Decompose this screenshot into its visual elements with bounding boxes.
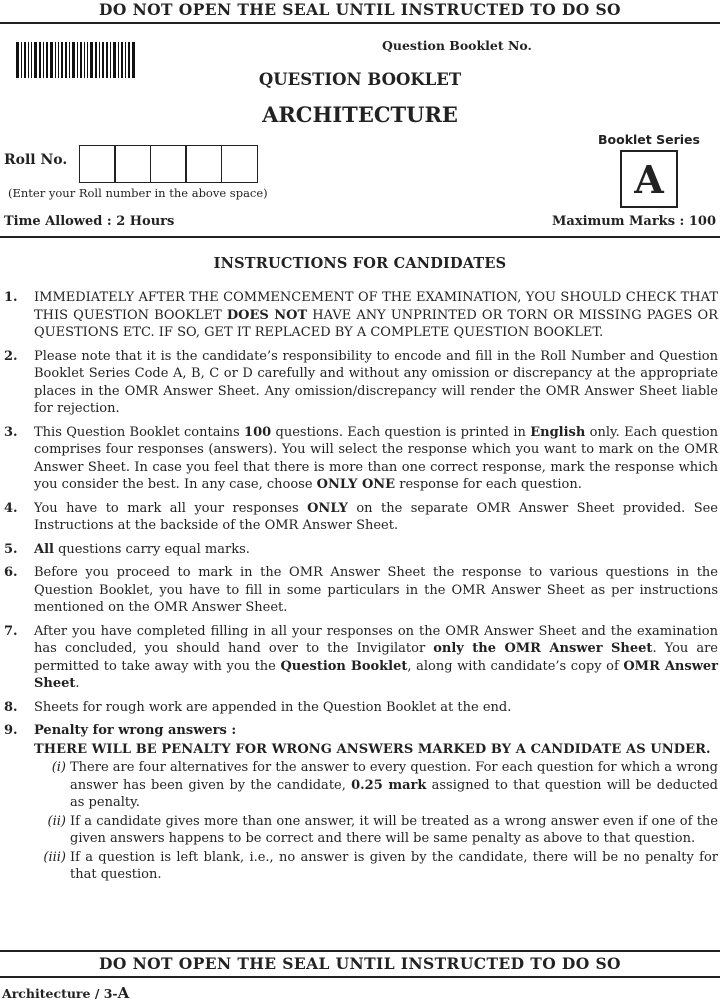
instruction-item: 1. IMMEDIATELY AFTER THE COMMENCEMENT OF THE EXAMINATION, YOU SHOULD CHECK THAT THIS QUESTION BOOKLET DOES NOT HAVE ANY UNPRINTED OR TORN OR MISSING PAGES OR QUESTIONS ETC. IF SO, GET IT REPLACED BY A COMPLETE QUESTION BOOKLET. (4, 290, 718, 340)
instruction-item: 6. Before you proceed to mark in the OMR Answer Sheet the response to various questions in the Question Booklet, you have to fill in some particulars in the OMR Answer Sheet as per instructions mentioned on the OMR Answer Sheet. (4, 565, 718, 615)
booklet-series-box: A (620, 150, 678, 208)
bottom-seal-banner: DO NOT OPEN THE SEAL UNTIL INSTRUCTED TO DO SO (0, 950, 720, 978)
instruction-item: 4. You have to mark all your responses ONLY on the separate OMR Answer Sheet provided. See Instructions at the backside of the OMR Answer Sheet. (4, 500, 719, 533)
penalty-item: (ii) If a candidate gives more than one answer, it will be treated as a wrong answer even if one of the given answers happens to be correct and there will be same penalty as above to that question. (47, 813, 718, 846)
penalty-warning: THERE WILL BE PENALTY FOR WRONG ANSWERS MARKED BY A CANDIDATE AS UNDER. (34, 741, 711, 757)
subject-title: ARCHITECTURE (262, 102, 458, 127)
divider (0, 236, 720, 238)
penalty-heading: Penalty for wrong answers : (34, 723, 237, 738)
question-booklet-no-label: Question Booklet No. (382, 38, 532, 53)
instructions-heading: INSTRUCTIONS FOR CANDIDATES (213, 255, 507, 272)
roll-digit-box[interactable] (221, 145, 258, 183)
penalty-item: (i) There are four alternatives for the answer to every question. For each question for which a wrong answer has been given by the candidate, 0.25 mark assigned to that question will be deducted as penalty. (51, 760, 718, 810)
roll-digit-box[interactable] (79, 145, 116, 183)
roll-digit-box[interactable] (185, 145, 222, 183)
time-allowed: Time Allowed : 2 Hours (4, 214, 175, 229)
penalty-item: (iii) If a question is left blank, i.e., no answer is given by the candidate, there will be no penalty for that question. (43, 849, 718, 882)
instruction-item: 5. All questions carry equal marks. (4, 541, 250, 557)
instruction-item: 7. After you have completed filling in all your responses on the OMR Answer Sheet and the examination has concluded, you should hand over to the Invigilator only the OMR Answer Sheet. You are permitted to take away with you the Question Booklet, along with candidate’s copy of OMR Answer Sheet. (4, 623, 719, 691)
roll-digit-box[interactable] (150, 145, 187, 183)
instruction-item: 2. Please note that it is the candidate’s responsibility to encode and fill in the Roll Number and Question Booklet Series Code A, B, C or D carefully and without any omission or discrepancy at the appropriate places in the OMR Answer Sheet. Any omission/discrepancy will render the OMR Answer Sheet liable for rejection. (4, 348, 718, 416)
roll-no-label: Roll No. (4, 152, 68, 168)
page-footer (2, 984, 129, 1002)
roll-digit-box[interactable] (114, 145, 151, 183)
booklet-series-label: Booklet Series (598, 132, 700, 147)
instruction-item: 8. Sheets for rough work are appended in the Question Booklet at the end. (4, 699, 512, 715)
roll-number-boxes[interactable] (80, 145, 258, 183)
roll-number-note: (Enter your Roll number in the above space) (8, 186, 268, 200)
footer-series: A (117, 984, 130, 1002)
top-seal-banner: DO NOT OPEN THE SEAL UNTIL INSTRUCTED TO DO SO (0, 0, 720, 24)
penalty-section: 9. Penalty for wrong answers : THERE WILL BE PENALTY FOR WRONG ANSWERS MARKED BY A CANDIDATE AS UNDER. (i) There are four alternatives for the answer to every question. For each question for which a wrong answer has been given by the candidate, 0.25 mark assigned to that question will be deducted as penalty. (ii) If a candidate gives more than one answer, it will be treated as a wrong answer even if one of the given answers happens to be correct and there will be same penalty as above to that question. (iii) If a question is left blank, i.e., no answer is given by the candidate, there will be no penalty for that question. (4, 723, 718, 882)
instruction-item: 3. This Question Booklet contains 100 questions. Each question is printed in English only. Each question comprises four responses (answers). You will select the response which you want to mark on the OMR Answer Sheet. In case you feel that there is more than one correct response, mark the response which you consider the best. In any case, choose ONLY ONE response for each question. (4, 424, 718, 492)
booklet-title: QUESTION BOOKLET (258, 70, 462, 89)
instructions-list (4, 289, 718, 890)
footer-text: Architecture / 3- (2, 986, 118, 1001)
maximum-marks: Maximum Marks : 100 (552, 214, 716, 229)
